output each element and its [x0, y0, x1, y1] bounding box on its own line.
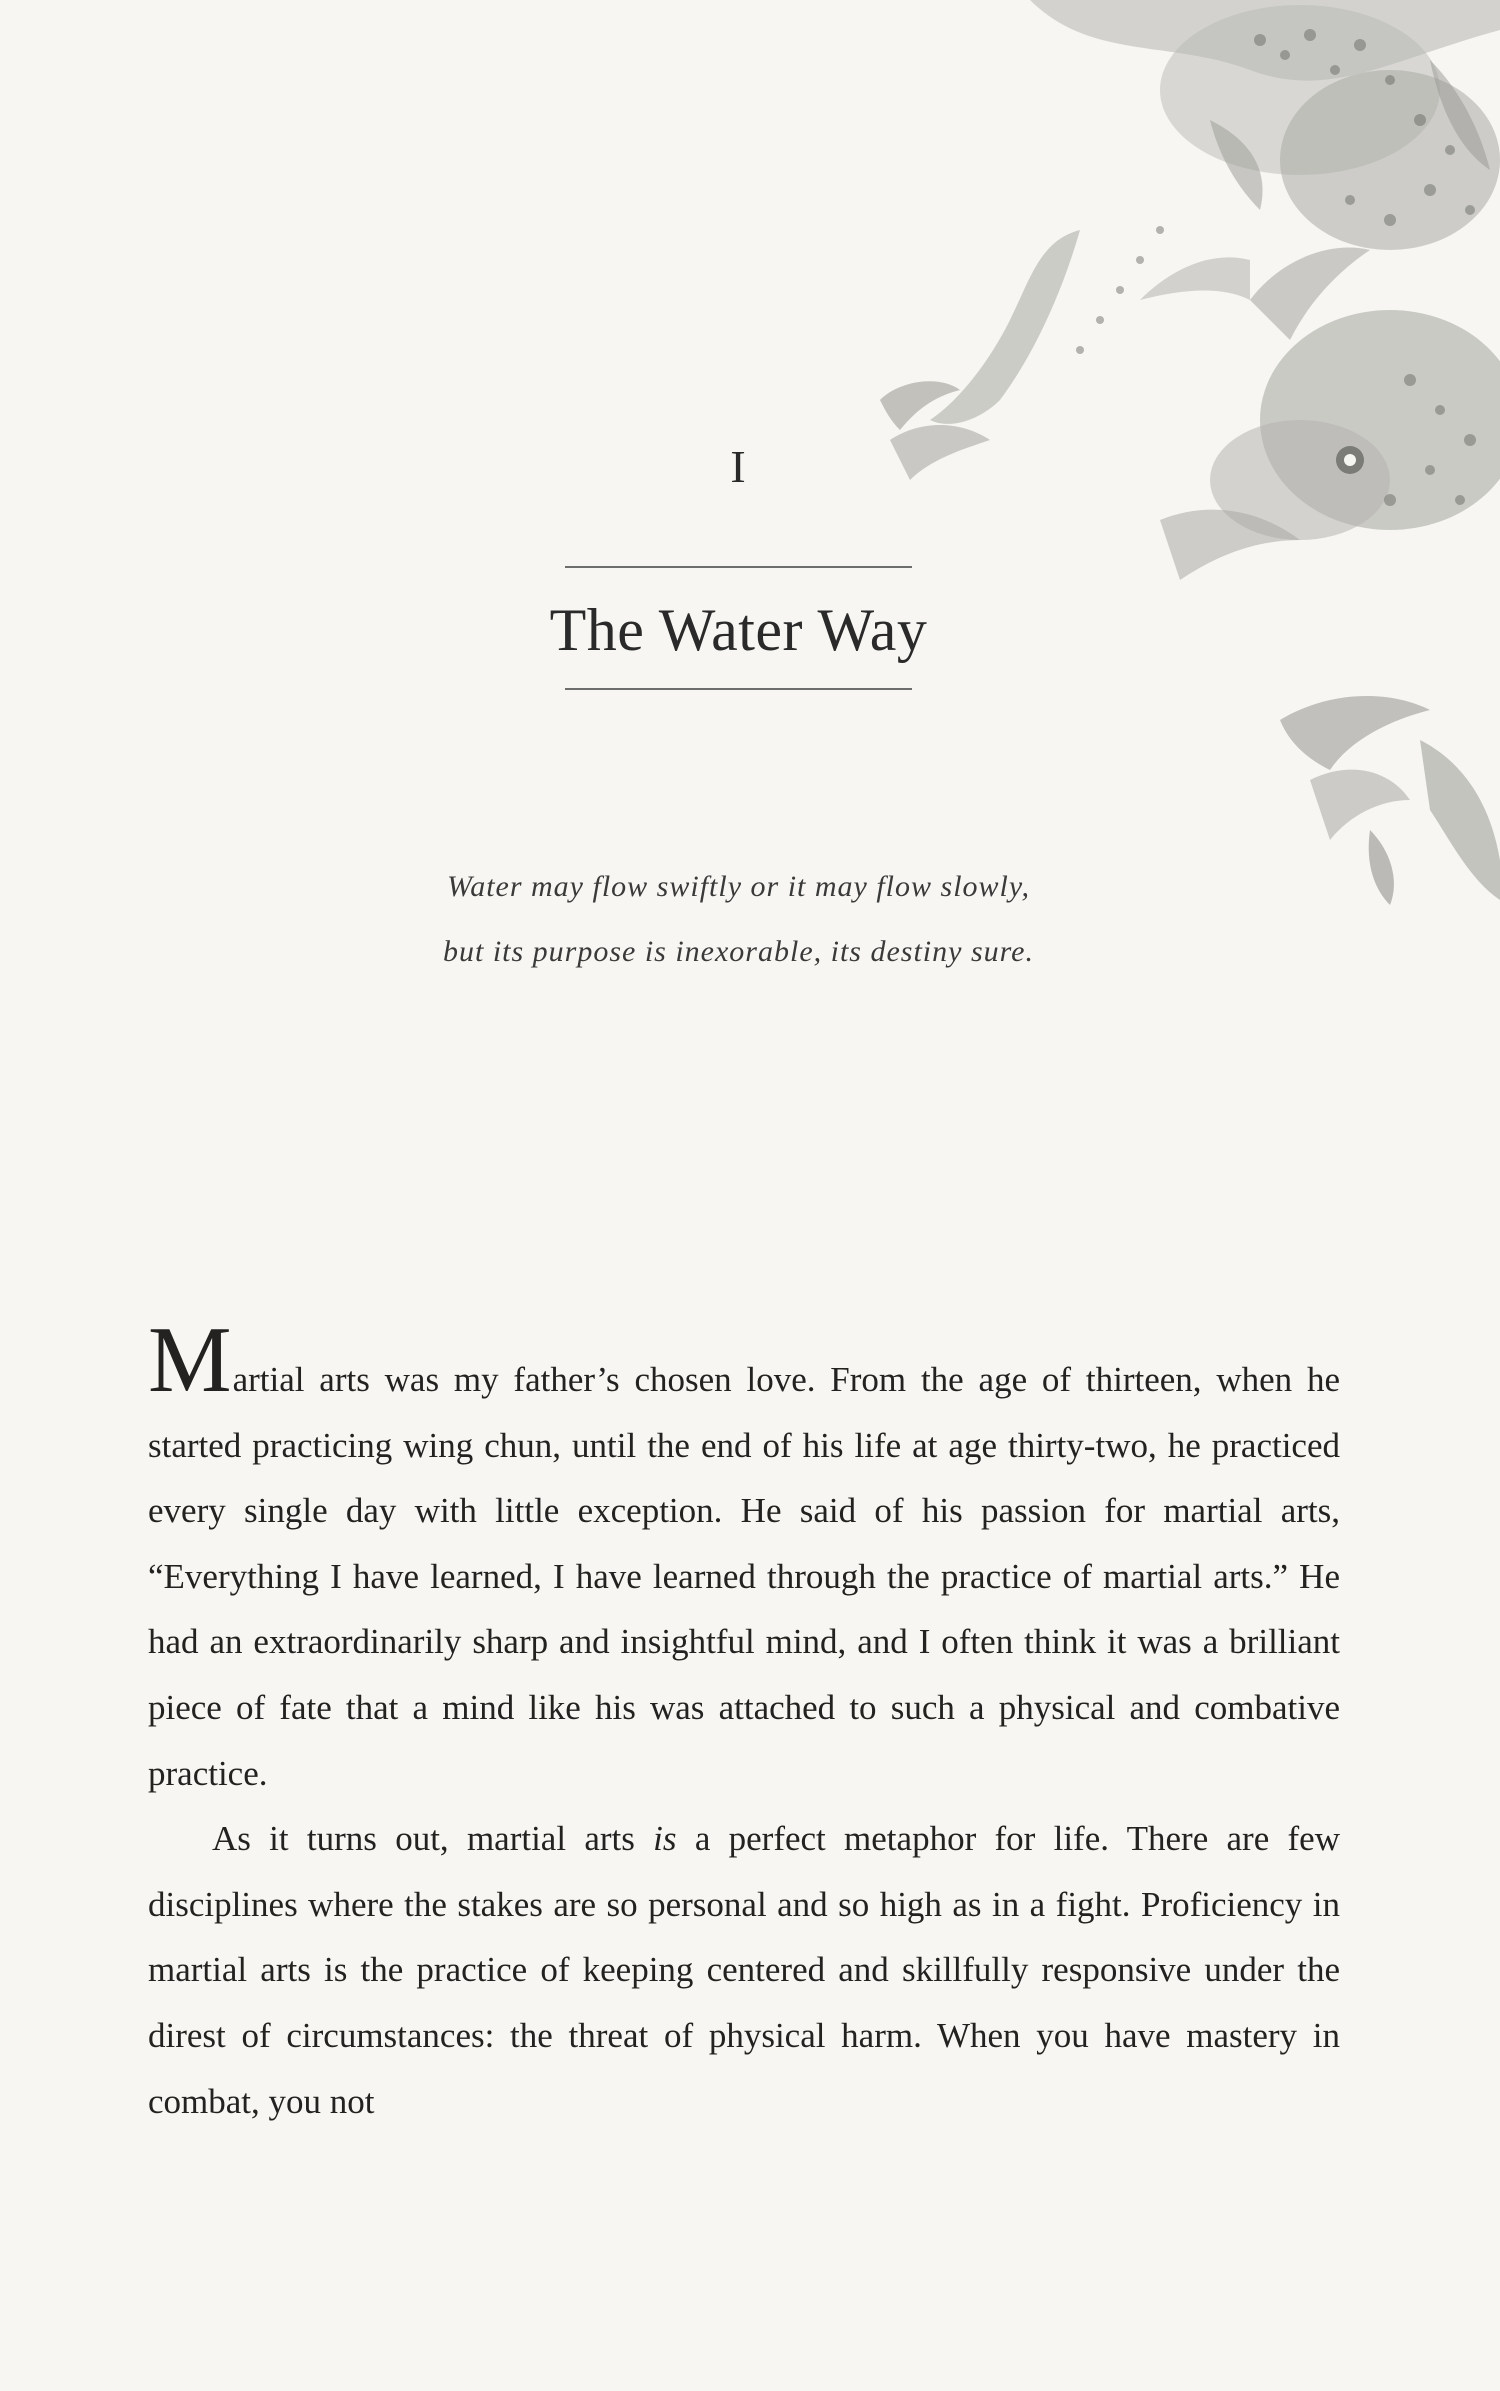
paragraph-1-text: artial arts was my father’s chosen love. From the age of thirteen, when he started practicing wing chun, until the end of his life at age thirty-two, he practiced every single day with little exception. He said of his passion for martial arts, “Everything I have learned, I have learned through the practice of martial arts.” He had an extraordinarily sharp and insightful mind, and I often think it was a brilliant piece of fate that a mind like his was attached to such a physical and combative practice.	[148, 1360, 1340, 1793]
chapter-number: I	[730, 441, 747, 492]
paragraph-2-text-b: a perfect metaphor for life. There are few disciplines where the stakes are so personal and so high as in a fight. Proficiency in martial arts is the practice of keeping centered and skillfully responsive under the direst of circumstances: the threat of physical harm. When you have mastery in combat, you not	[148, 1819, 1340, 2121]
paragraph-2	[148, 1806, 1340, 2134]
paragraph-2-emphasis: is	[653, 1819, 677, 1859]
paragraph-1	[148, 1308, 1340, 1806]
title-rule-top	[565, 566, 912, 568]
chapter-title: The Water Way	[549, 597, 928, 663]
epigraph-line-1: Water may flow swiftly or it may flow slowly,	[446, 870, 1031, 903]
body-text	[148, 1308, 1340, 2134]
epigraph-line-2: but its purpose is inexorable, its destiny sure.	[442, 935, 1035, 968]
drop-cap: M	[148, 1308, 233, 1412]
paragraph-2-text-a: As it turns out, martial arts	[212, 1819, 654, 1859]
title-rule-bottom	[565, 688, 912, 690]
